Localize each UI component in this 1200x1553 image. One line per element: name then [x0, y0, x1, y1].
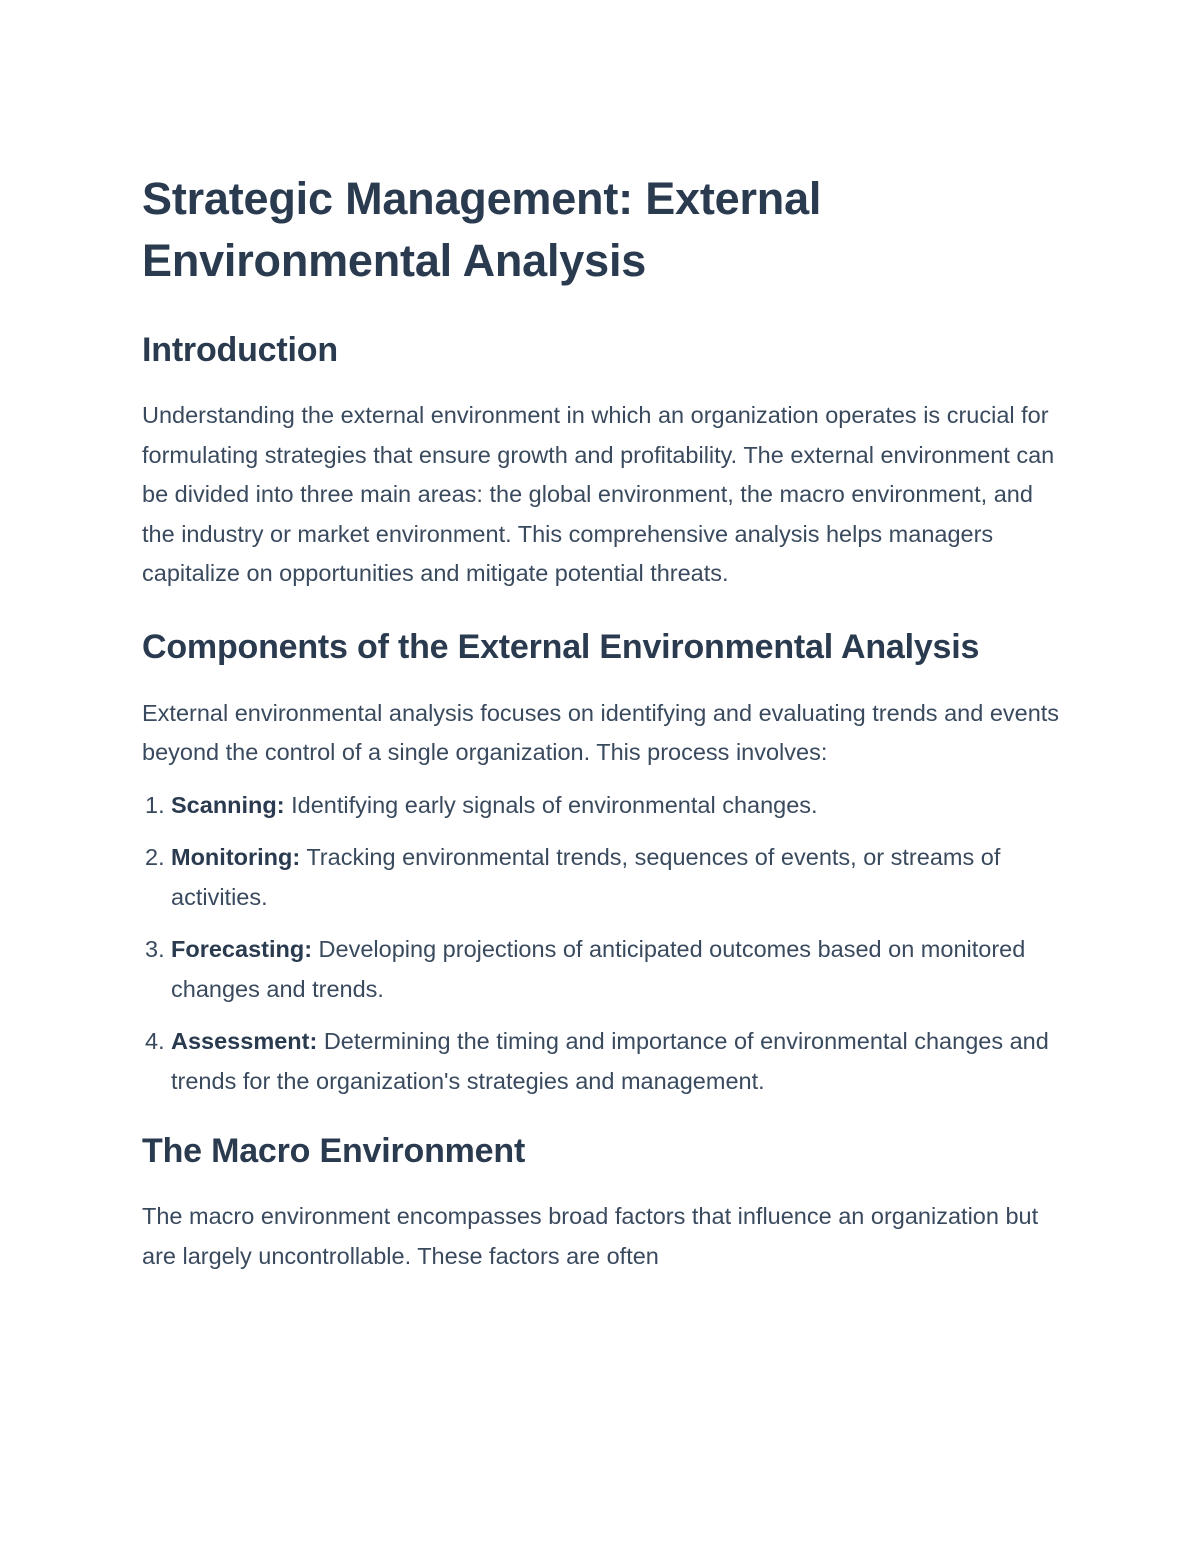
list-item-term: Assessment:: [171, 1028, 318, 1054]
list-item-number: 3.: [145, 936, 165, 962]
section-heading-macro: The Macro Environment: [142, 1132, 526, 1170]
list-item: [142, 838, 1062, 917]
list-item-text: Identifying early signals of environmental changes.: [284, 791, 818, 818]
document-page: [142, 168, 1062, 1276]
document-title: Strategic Management: External Environmental Analysis: [142, 173, 822, 286]
list-item: [142, 1022, 1062, 1101]
list-item-number: 4.: [145, 1028, 165, 1054]
components-paragraph: External environmental analysis focuses on identifying and evaluating trends and events beyond the control of a single organization. This process involves:: [142, 699, 1060, 765]
introduction-paragraph: Understanding the external environment in which an organization operates is crucial for formulating strategies that ensure growth and profitability. The external environment can be divided into three main areas: the global environment, the macro environment, and the industry or market environment. This comprehensive analysis helps managers capitalize on opportunities and mitigate potential threats.: [142, 402, 1055, 586]
list-item-text: Determining the timing and importance of environmental changes and trends for the organization's strategies and management.: [171, 1028, 1049, 1094]
list-item: [142, 930, 1062, 1009]
list-item-term: Scanning:: [171, 791, 285, 818]
list-item-number: 1.: [145, 791, 165, 818]
list-item: [142, 786, 1062, 826]
list-item-number: 2.: [145, 844, 165, 870]
section-heading-components: Components of the External Environmental Analysis: [142, 627, 980, 666]
list-item-term: Forecasting:: [171, 936, 313, 962]
list-item-term: Monitoring:: [171, 844, 301, 870]
list-item-text: Developing projections of anticipated outcomes based on monitored changes and trends.: [171, 936, 1026, 1002]
section-heading-introduction: Introduction: [142, 331, 338, 369]
macro-paragraph: The macro environment encompasses broad factors that influence an organization but are largely uncontrollable. These factors are often: [142, 1203, 1039, 1269]
analysis-steps-list: [142, 786, 1062, 1102]
list-item-text: Tracking environmental trends, sequences of events, or streams of activities.: [171, 844, 1001, 910]
